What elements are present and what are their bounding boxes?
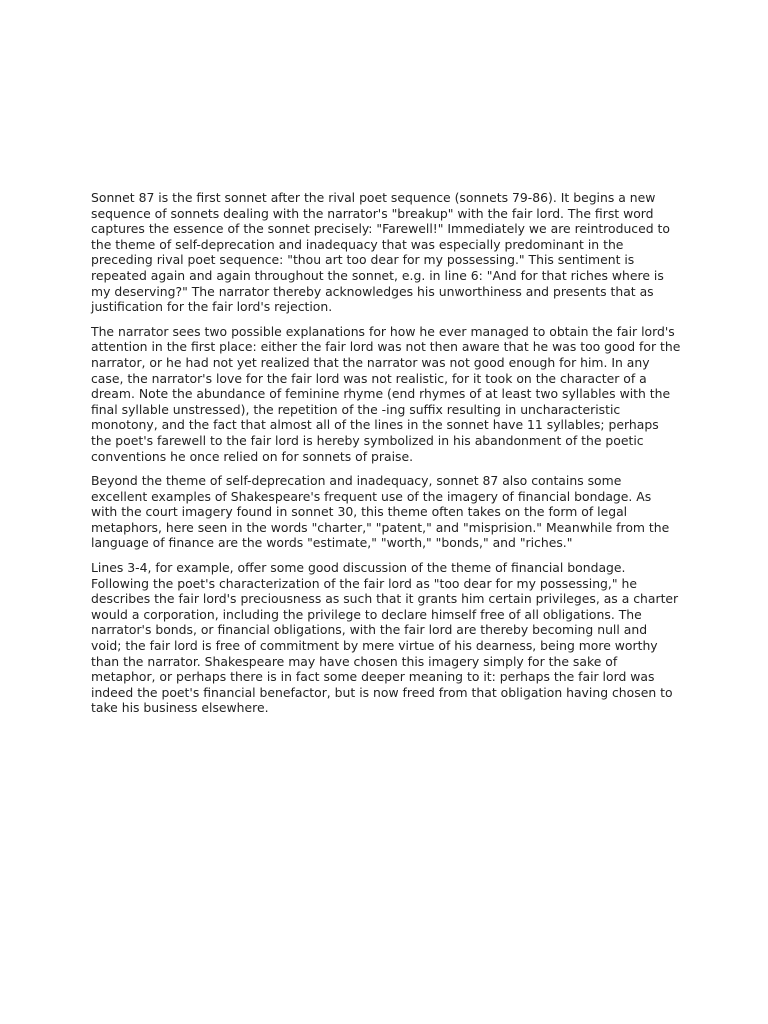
document-body (91, 190, 681, 725)
paragraph-explanations: The narrator sees two possible explanations for how he ever managed to obtain the fair lord's attention in the first place: either the fair lord was not then aware that he was too good for the narrator, or he had not yet realized that the narrator was not good enough for him. In any case, the narrator's love for the fair lord was not realistic, for it took on the character of a dream. Note the abundance of feminine rhyme (end rhymes of at least two syllables with the final syllable unstressed), the repetition of the -ing suffix resulting in uncharacteristic monotony, and the fact that almost all of the lines in the sonnet have 11 syllables; perhaps the poet's farewell to the fair lord is hereby symbolized in his abandonment of the poetic conventions he once relied on for sonnets of praise. (91, 323, 681, 464)
paragraph-lines-3-4: Lines 3-4, for example, offer some good discussion of the theme of financial bondage. Following the poet's characterization of the fair lord as "too dear for my possessing," he describes the fair lord's preciousness as such that it grants him certain privileges, as a charter would a corporation, including the privilege to declare himself free of all obligations. The narrator's bonds, or financial obligations, with the fair lord are thereby becoming null and void; the fair lord is free of commitment by mere virtue of his dearness, being more worthy than the narrator. Shakespeare may have chosen this imagery simply for the sake of metaphor, or perhaps there is in fact some deeper meaning to it: perhaps the fair lord was indeed the poet's financial benefactor, but is now freed from that obligation having chosen to take his business elsewhere. (91, 560, 679, 716)
paragraph-financial-imagery: Beyond the theme of self-deprecation and inadequacy, sonnet 87 also contains some excellent examples of Shakespeare's frequent use of the imagery of financial bondage. As with the court imagery found in sonnet 30, this theme often takes on the form of legal metaphors, here seen in the words "charter," "patent," and "misprision." Meanwhile from the language of finance are the words "estimate," "worth," "bonds," and "riches." (91, 473, 670, 551)
paragraph-intro: Sonnet 87 is the first sonnet after the rival poet sequence (sonnets 79-86). It begins a new sequence of sonnets dealing with the narrator's "breakup" with the fair lord. The first word captures the essence of the sonnet precisely: "Farewell!" Immediately we are reintroduced to the theme of self-deprecation and inadequacy that was especially predominant in the preceding rival poet sequence: "thou art too dear for my possessing." This sentiment is repeated again and again throughout the sonnet, e.g. in line 6: "And for that riches where is my deserving?" The narrator thereby acknowledges his unworthiness and presents that as justification for the fair lord's rejection. (91, 190, 670, 315)
